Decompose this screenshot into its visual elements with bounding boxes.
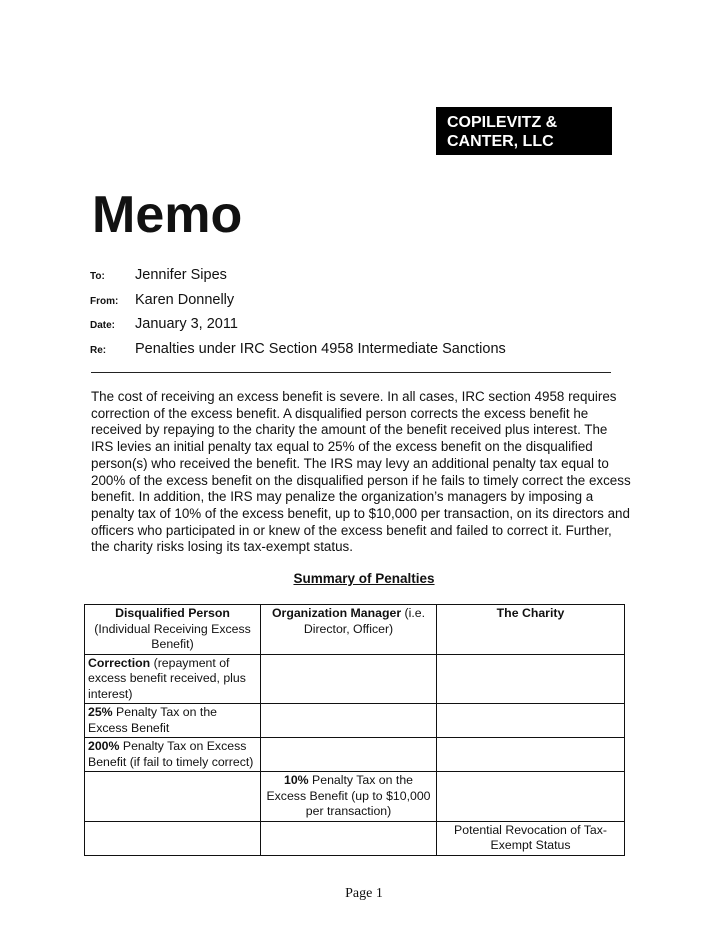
firm-name-line1: COPILEVITZ & (447, 114, 558, 131)
memo-body: The cost of receiving an excess benefit is severe. In all cases, IRC section 4958 requires correction of the excess benefit. A disqualified person corrects the excess benefit he received by repaying to the charity the amount of the benefit received plus interest. The IRS levies an initial penalty tax equal to 25% of the excess benefit on the disqualified person(s) who received the benefit. The IRS may levy an additional penalty tax equal to 200% of the excess benefit on the disqualified person if he fails to timely correct the excess benefit. In addition, the IRS may penalize the organization’s managers by imposing a penalty tax of 10% of the excess benefit, up to $10,000 per transaction, on its directors and officers who participated in or knew of the excess benefit and failed to correct it. Further, the charity risks losing its tax-exempt status. (91, 389, 631, 555)
table-cell (85, 704, 261, 738)
header-value: Penalties under IRC Section 4958 Intermediate Sanctions (135, 340, 506, 357)
column-header-subtitle: (Individual Receiving Excess Benefit) (94, 621, 251, 651)
header-label: Date: (90, 320, 116, 331)
table-row (85, 654, 625, 704)
header-value: Karen Donnelly (135, 291, 235, 308)
column-header-title: Disqualified Person (115, 606, 230, 620)
table-cell (85, 772, 261, 822)
header-row-date (90, 316, 650, 341)
table-cell (261, 772, 437, 822)
header-label: From: (90, 295, 119, 307)
header-divider (91, 372, 611, 373)
header-value: Jennifer Sipes (135, 267, 227, 283)
cell-text: (repayment of excess benefit received, plus interest) (88, 655, 246, 701)
summary-title: Summary of Penalties (293, 571, 435, 586)
header-value: January 3, 2011 (135, 316, 238, 332)
firm-logo (436, 107, 612, 155)
column-header-title: Organization Manager (271, 606, 402, 620)
table-cell (261, 738, 437, 772)
table-cell (261, 704, 437, 738)
table-row (85, 772, 625, 822)
table-cell (437, 704, 625, 738)
cell-bold: 200% (88, 739, 120, 753)
table-cell (437, 738, 625, 772)
column-header-charity (437, 605, 625, 655)
column-header-title: The Charity (496, 606, 565, 620)
header-row-from (90, 292, 650, 317)
table-cell (261, 821, 437, 855)
table-cell (85, 654, 261, 704)
memo-title: Memo (92, 186, 243, 244)
firm-name-line2: CANTER, LLC (447, 133, 554, 150)
header-row-to (90, 267, 650, 292)
table-cell (437, 772, 625, 822)
cell-text: Penalty Tax on the Excess Benefit (88, 705, 217, 735)
cell-text: Penalty Tax on Excess Benefit (if fail to timely correct) (88, 739, 254, 769)
header-row-re (90, 341, 650, 366)
cell-bold: 25% (88, 705, 113, 719)
column-header-organization-manager (261, 605, 437, 655)
table-header-row (85, 605, 625, 655)
column-header-disqualified-person (85, 605, 261, 655)
memo-header (90, 267, 650, 365)
page-number: Page 1 (345, 886, 383, 901)
table-cell: Potential Revocation of Tax-Exempt Status (437, 821, 625, 855)
penalties-table (84, 604, 625, 856)
table-row (85, 704, 625, 738)
table-cell (85, 738, 261, 772)
header-label: To: (90, 271, 105, 282)
cell-bold: Correction (88, 655, 151, 670)
table-row (85, 738, 625, 772)
column-header-subtitle: (i.e. Director, Officer) (303, 606, 426, 636)
table-cell (437, 654, 625, 704)
table-row (85, 821, 625, 855)
cell-text: Penalty Tax on the Excess Benefit (up to $10,000 per transaction) (266, 773, 431, 818)
cell-bold: 10% (284, 773, 309, 787)
table-cell (85, 821, 261, 855)
header-label: Re: (90, 344, 107, 356)
table-cell (261, 654, 437, 704)
